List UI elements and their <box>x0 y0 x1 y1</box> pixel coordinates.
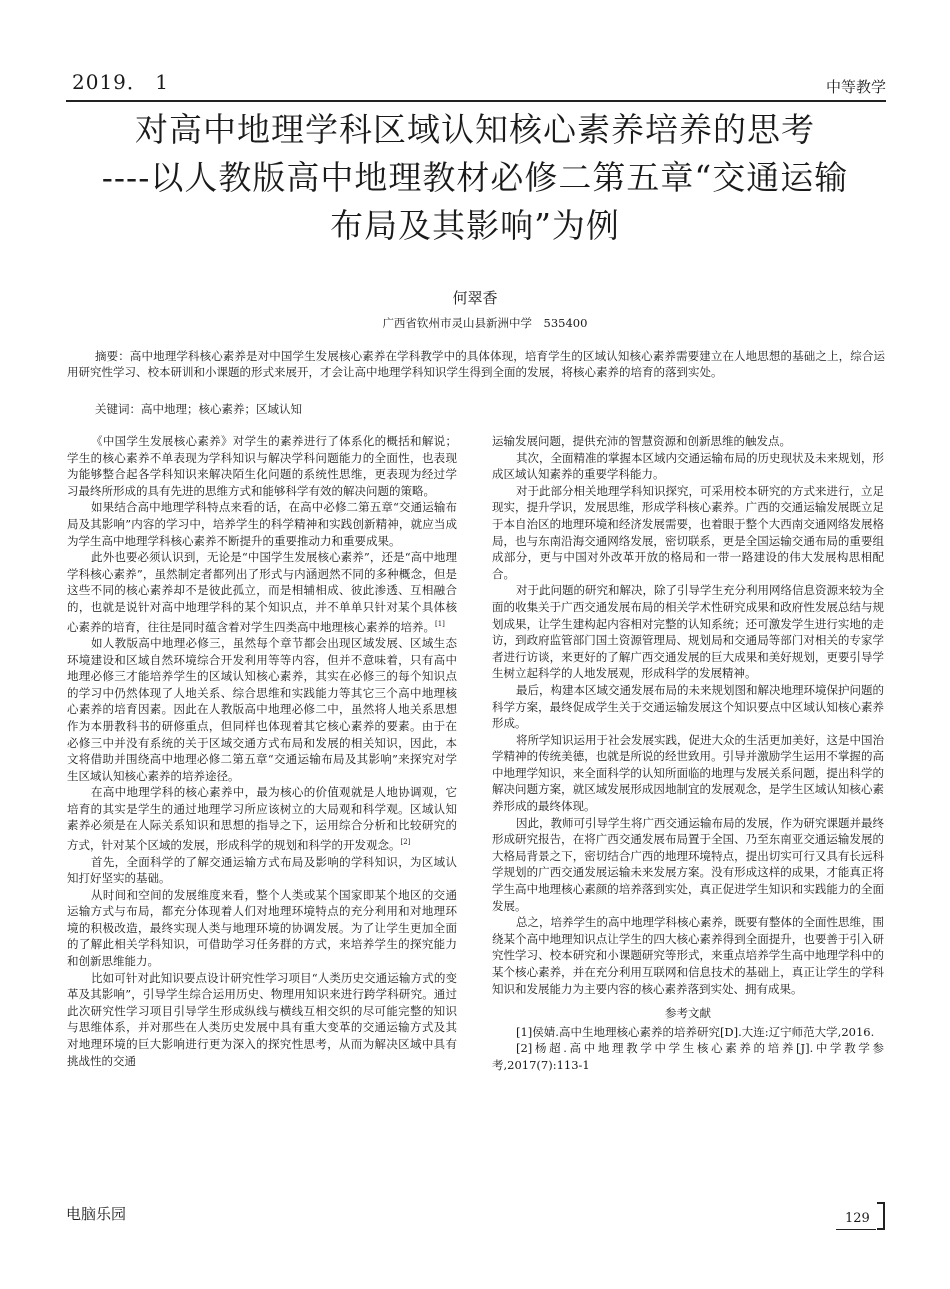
page-number-rule <box>836 1229 876 1230</box>
left-column <box>67 433 457 1069</box>
body-paragraph: 将所学知识运用于社会发展实践，促进大众的生活更加美好，这是中国治学精神的传统美德，也就是所说的经世致用。引导并激励学生运用不掌握的高中地理学知识，来全面科学的认知所面临的地理与发展关系问题，提出科学的解决问题方案，就区域发展形成因地制宜的发展观念，是学生区域认知核心素养形成的最终体现。 <box>492 732 884 814</box>
header-rule <box>66 100 886 102</box>
journal-name: 中等教学 <box>825 78 886 96</box>
body-paragraph: 如人教版高中地理必修三，虽然每个章节都会出现区域发展、区域生态环境建设和区域自然环境综合开发利用等等内容，但并不意味着，只有高中地理必修三才能培养学生的区域认知核心素养，其实在必修三的每个知识点的学习中仍然体现了人地关系、综合思维和实践能力等其它三个高中地理核心素养的培育因素。因此在人教版高中地理必修二中，虽然将人地关系思想作为本册教科书的研修重点，但同样也体现着其它核心素养的要素。由于在必修三中并没有系统的关于区域交通方式布局和发展的相关知识，因此，本文将借助并围绕高中地理必修二第五章“交通运输布局及其影响”来探究对学生区域认知核心素养的培养途径。 <box>67 635 457 783</box>
keywords: 关键词：高中地理；核心素养；区域认知 <box>95 402 302 416</box>
reference-item: [2]杨超.高中地理教学中学生核心素养的培养[J].中学教学参考,2017(7):113-1 <box>492 1041 884 1072</box>
right-column <box>492 433 884 1074</box>
reference-item: [1]侯婧.高中生地理核心素养的培养研究[D].大连:辽宁师范大学,2016. <box>516 1024 875 1039</box>
body-paragraph: 首先，全面科学的了解交通运输方式布局及影响的学科知识，为区域认知打好坚实的基础。 <box>67 854 457 886</box>
body-paragraph: 运输发展问题，提供充沛的智慧资源和创新思维的触发点。 <box>492 434 791 448</box>
body-paragraph: 如果结合高中地理学科特点来看的话，在高中必修二第五章“交通运输布局及其影响”内容的学习中，培养学生的科学精神和实践创新精神，就应当成为学生高中地理学科核心素养不断提升的重要推动力和重要成果。 <box>67 500 457 548</box>
abstract: 摘要：高中地理学科核心素养是对中国学生发展核心素养在学科教学中的具体体现，培育学生的区域认知核心素养需要建立在人地思想的基础之上，综合运用研究性学习、校本研训和小课题的形式来展开，才会让高中地理学科知识学生得到全面的发展，将核心素养的培育的落到实处。 <box>67 349 885 379</box>
body-paragraph: 《中国学生发展核心素养》对学生的素养进行了体系化的概括和解说；学生的核心素养不单表现为学科知识与解决学科问题能力的全面性，也表现为能够整合起各学科知识来解决陌生化问题的系统性思维，更表现为经过学习最终所形成的具有先进的思维方式和能够科学有效的解决问题的策略。 <box>67 434 457 498</box>
body-paragraph: 总之，培养学生的高中地理学科核心素养，既要有整体的全面性思维，围绕某个高中地理知识点让学生的四大核心素养得到全面提升，也要善于引入研究性学习、校本研究和小课题研究等形式，来重点培养学生高中地理学科中的某个核心素养，并在充分利用互联网和信息技术的基础上，真正让学生的学科知识和发展能力为主要内容的核心素养落到实处、拥有成果。 <box>492 915 884 996</box>
title-line-3: 布局及其影响”为例 <box>330 206 620 245</box>
body-paragraph: 其次，全面精准的掌握本区域内交通运输布局的历史现状及未来规划，形成区域认知素养的重要学科能力。 <box>492 450 884 482</box>
page-number: 129 <box>845 1211 870 1226</box>
body-paragraph: 从时间和空间的发展维度来看，整个人类或某个国家即某个地区的交通运输方式与布局，都充分体现着人们对地理环境特点的充分利用和对地理环境的积极改造，最终实现人类与地理环境的协调发展。为了让学生更加全面的了解此相关学科知识，可借助学习任务群的方式，来培养学生的探究能力和创新思维能力。 <box>67 887 457 969</box>
body-paragraph: 比如可针对此知识要点设计研究性学习项目“人类历史交通运输方式的变革及其影响”，引导学生综合运用历史、物理用知识来进行跨学科研究。通过此次研究性学习项目引导学生形成纵线与横线互相交织的尽可能完整的知识与思维体系，并对那些在人类历史发展中具有重大变革的交通运输方式及其对地理环境的巨大影响进行更为深入的探究性思考，从而为解决区域中具有挑战性的交通 <box>67 970 457 1068</box>
footer-section-name: 电脑乐园 <box>66 1205 127 1223</box>
issue-date: 2019． 1 <box>72 70 169 94</box>
citation-marker[interactable]: [2] <box>400 838 411 847</box>
body-paragraph: 因此，教师可引导学生将广西交通运输布局的发展，作为研究课题并最终形成研究报告，在将广西交通发展布局置于全国、乃至东南亚交通运输发展的大格局背景之下，密切结合广西的地理环境特点，提出切实可行又具有长远科学规划的广西交通发展运输未来发展方案。没有形成这样的成果，才能真正将学生高中地理核心素颜的培养落到实处，真正促进学生知识和实践能力的全面发展。 <box>492 815 884 913</box>
author-name: 何翠香 <box>452 289 498 307</box>
references-heading: 参考文献 <box>665 1006 711 1021</box>
page-bracket-mark <box>877 1202 885 1230</box>
body-paragraph: 此外也要必须认识到，无论是“中国学生发展核心素养”，还是“高中地理学科核心素养”，虽然制定者都列出了形式与内涵迥然不同的多种概念，但是这些不同的核心素养却不是彼此孤立，而是相辅相成、彼此渗透、互相融合的，也就是说针对高中地理学科的某个知识点，并不单单只针对某个具体核心素养的培育，往往是同时蕴含着对学生四类高中地理核心素养的培养。[1] <box>67 550 457 634</box>
author-affiliation: 广西省钦州市灵山县新洲中学 535400 <box>382 316 588 330</box>
article-title <box>60 106 890 250</box>
citation-marker[interactable]: [1] <box>435 619 445 628</box>
body-paragraph: 最后，构建本区域交通发展布局的未来规划图和解决地理环境保护问题的科学方案，最终促成学生关于交通运输发展这个知识要点中区域认知核心素养形成。 <box>492 682 884 731</box>
title-line-1: 对高中地理学科区域认知核心素养培养的思考 <box>135 110 815 149</box>
body-paragraph: 对于此问题的研究和解决，除了引导学生充分利用网络信息资源来较为全面的收集关于广西交通发展布局的相关学术性研究成果和政府性发展总结与规划成果，让学生建构起内容相对完整的认知系统；还可激发学生进行实地的走访，到政府监管部门国土资源管理局、规划局和交通局等部门对相关的专家学者进行访谈，来更好的了解广西交通发展的巨大成果和美好规划，更要引导学生树立起科学的人地发展观，形成科学的发展精神。 <box>492 583 884 681</box>
body-paragraph: 对于此部分相关地理学科知识探究，可采用校本研究的方式来进行，立足现实，提升学识，发展思维，形成学科核心素养。广西的交通运输发展既立足于本自治区的地理环境和经济发展需要，也着眼于整个大西南交通网络发展格局，也与东南沿海交通网络发展，密切联系，更是全国运输交通布局的重要组成部分，更与中国对外改革开放的格局和一带一路建设的伟大发展构思相配合。 <box>492 483 884 581</box>
body-paragraph: 在高中地理学科的核心素养中，最为核心的价值观就是人地协调观，它培育的其实是学生的通过地理学习所应该树立的大局观和科学观。区域认知素养必须是在人际关系知识和思想的指导之下，运用综合分析和比较研究的方式，针对某个区域的发展，形成科学的规划和科学的开发观念。[2] <box>67 785 457 852</box>
title-line-2: ----以人教版高中地理教材必修二第五章“交通运输 <box>101 158 849 197</box>
